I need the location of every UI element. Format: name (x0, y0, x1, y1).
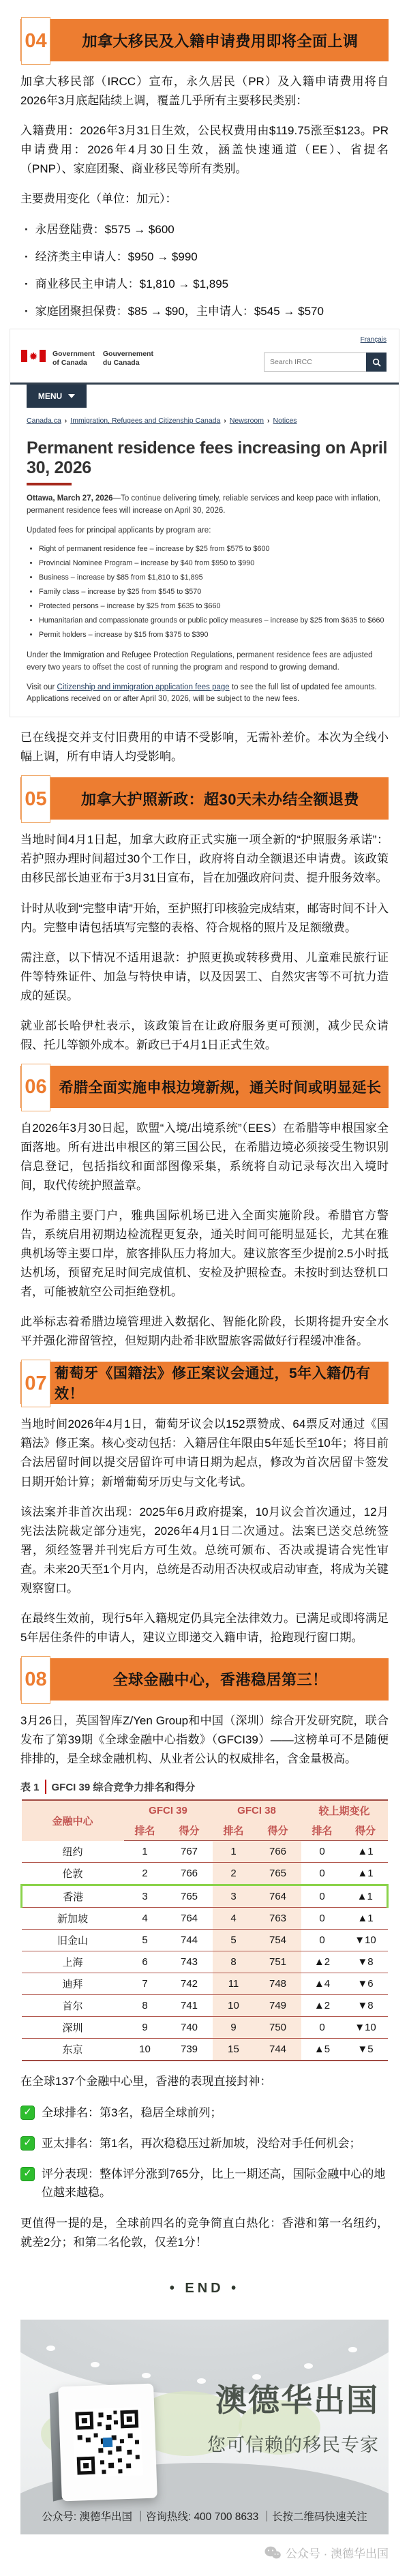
cell-score-change: ▲1 (344, 1907, 388, 1929)
cell-rank-change: 0 (301, 2016, 344, 2038)
cell-city: 新加坡 (22, 1907, 124, 1929)
gc-logo (21, 350, 153, 368)
cell-score39: 764 (166, 1907, 213, 1929)
s08-paragraph-3: 更值得一提的是，全球前四名的竞争简直白热化：香港和第一名纽约，就差2分；和第二名伦敦，仅差1分！ (20, 2217, 389, 2249)
breadcrumb-link[interactable]: Newsroom (229, 417, 264, 425)
breadcrumb-separator: › (224, 417, 226, 425)
cell-score-change: ▲1 (344, 1885, 388, 1907)
section-04-title: 加拿大移民及入籍申请费用即将全面上调 (82, 32, 359, 50)
cell-city: 东京 (22, 2038, 124, 2061)
cell-rank38: 4 (213, 1907, 255, 1929)
cell-rank-change: 0 (301, 1907, 344, 1929)
section-06-title: 希腊全面实施申根边境新规，通关时间或明显延长 (59, 1079, 382, 1096)
cell-rank39: 6 (124, 1951, 166, 1973)
col-header-score: 得分 (166, 1821, 213, 1841)
cell-score38: 766 (255, 1841, 301, 1863)
cell-rank38: 2 (213, 1862, 255, 1885)
cell-score-change: ▼5 (344, 2038, 388, 2061)
cell-score39: 742 (166, 1973, 213, 1994)
gc-search (264, 353, 387, 372)
cell-rank-change: ▲2 (301, 1951, 344, 1973)
gc-fees-page-link[interactable]: Citizenship and immigration application fees page (57, 683, 230, 691)
gc-search-input[interactable] (264, 353, 366, 372)
gc-fee-item: • Family class – increase by $25 from $545 to $570 (39, 585, 388, 599)
brand-tagline: 您可信赖的移民专家 (207, 2435, 379, 2456)
gc-logo-fr-line2: du Canada (102, 359, 140, 368)
cell-rank38: 15 (213, 2038, 255, 2061)
breadcrumb-link[interactable]: Immigration, Refugees and Citizenship Canada (70, 417, 221, 425)
cell-rank38: 8 (213, 1951, 255, 1973)
check-icon: ✓ (20, 2167, 35, 2181)
qr-code-cube (58, 2384, 157, 2503)
gc-visit-pre: Visit our (27, 683, 57, 691)
table-row (22, 2016, 388, 2038)
gc-visit-post: to see the full list of updated fee amounts. Applications received on or after April 30, 2026, will be subject to the new fees. (27, 683, 377, 704)
brand-block (207, 2376, 379, 2457)
qr-code-icon (72, 2408, 142, 2478)
gc-logo-en-line1: Government (52, 350, 95, 359)
cell-city: 伦敦 (22, 1862, 124, 1885)
cell-rank-change: 0 (301, 1841, 344, 1863)
gc-logo-text (52, 350, 153, 368)
col-header-score: 得分 (344, 1821, 388, 1841)
s04-paragraph-1: 加拿大移民部（IRCC）宣布，永久居民（PR）及入籍申请费用将自2026年3月底起陆续上调，覆盖几乎所有主要移民类别： (20, 75, 389, 108)
check-text: 亚太排名：第1名，再次稳稳压过新加坡，没给对手任何机会； (42, 2136, 361, 2150)
cell-score38: 748 (255, 1973, 301, 1994)
cell-rank38: 3 (213, 1885, 255, 1907)
fee-item: · 经济类主申请人：$950 → $990 (25, 247, 389, 264)
cell-score-change: ▼8 (344, 1951, 388, 1973)
cell-score38: 749 (255, 1994, 301, 2016)
cell-city: 迪拜 (22, 1973, 124, 1994)
cell-rank-change: 0 (301, 1885, 344, 1907)
breadcrumb-separator: › (64, 417, 67, 425)
s04-fee-list (20, 220, 389, 318)
cell-rank39: 8 (124, 1994, 166, 2016)
section-07-number: 07 (21, 1360, 50, 1407)
cell-score39: 744 (166, 1929, 213, 1951)
cell-rank39: 9 (124, 2016, 166, 2038)
cell-score38: 763 (255, 1907, 301, 1929)
gc-francais-link[interactable]: Français (360, 336, 387, 344)
cell-score39: 743 (166, 1951, 213, 1973)
gc-logo-en-line2: of Canada (52, 359, 87, 368)
col-header-rank: 排名 (213, 1821, 255, 1841)
wechat-account-label: 公众号 · 澳德华出国 (285, 2547, 389, 2561)
check-item (20, 2103, 389, 2122)
cell-score39: 766 (166, 1862, 213, 1885)
gfci-ranking-table (20, 1799, 389, 2061)
gc-fee-item: • Permit holders – increase by $15 from $375 to $390 (39, 628, 388, 642)
col-group-gfci39: GFCI 39 (124, 1800, 213, 1821)
cell-score-change: ▲1 (344, 1862, 388, 1885)
cell-rank38: 5 (213, 1929, 255, 1951)
check-icon: ✓ (20, 2106, 35, 2120)
table-row (22, 1973, 388, 1994)
gc-screenshot (10, 329, 399, 717)
table-row (22, 2038, 388, 2061)
cell-city: 首尔 (22, 1994, 124, 2016)
chevron-down-icon (68, 394, 75, 398)
s06-paragraph-2: 作为希腊主要门户，雅典国际机场已进入全面实施阶段。希腊官方警告，系统启用初期边检流程更复杂，通关时间可能明显延长，尤其在雅典机场等主要口岸，旅客排队压力将加大。建议旅客至少提前2.5小时抵达机场，预留充足时间完成值机、安检及护照检查。未按时到达登机口者，可能被航空公司拒绝登机。 (20, 1209, 389, 1299)
s05-paragraph-3: 需注意，以下情况不适用退款：护照更换或转移费用、儿童难民旅行证件等特殊证件、加急与特快申请，以及因罢工、自然灾害等不可抗力造成的延误。 (20, 950, 389, 1002)
check-item (20, 2134, 389, 2153)
section-06-number: 06 (21, 1064, 50, 1111)
gc-fee-item: • Right of permanent residence fee – increase by $25 from $575 to $600 (39, 542, 388, 556)
check-icon: ✓ (20, 2136, 35, 2151)
brand-name: 澳德华出国 (215, 2382, 379, 2418)
breadcrumb-link[interactable]: Notices (273, 417, 297, 425)
cell-city: 上海 (22, 1951, 124, 1973)
canada-flag-icon (21, 350, 46, 362)
check-item (20, 2165, 389, 2202)
cell-score39: 741 (166, 1994, 213, 2016)
cell-score-change: ▲1 (344, 1841, 388, 1863)
table-row-hongkong-highlighted (22, 1885, 388, 1907)
gc-dateline-place: Ottawa, March 27, 2026 (27, 494, 113, 503)
section-05-title: 加拿大护照新政：超30天未办结全额退费 (81, 790, 359, 808)
breadcrumb-link[interactable]: Canada.ca (27, 417, 61, 425)
cell-rank39: 7 (124, 1973, 166, 1994)
col-header-score: 得分 (255, 1821, 301, 1841)
cell-rank-change: ▲2 (301, 1994, 344, 2016)
section-05-number: 05 (21, 775, 50, 823)
cell-score39: 739 (166, 2038, 213, 2061)
cell-rank-change: 0 (301, 1929, 344, 1951)
cell-score38: 764 (255, 1885, 301, 1907)
section-07-header (20, 1362, 389, 1404)
col-header-rank: 排名 (301, 1821, 344, 1841)
gc-logo-fr-line1: Gouvernement (102, 350, 153, 359)
s06-paragraph-1: 自2026年3月30日起，欧盟“入境/出境系统”（EES）在希腊等申根国家全面落地。所有进出申根区的第三国公民，在希腊边境必须接受生物识别信息登记，包括指纹和面部图像采集，系统将自动记录每次出入境时间，取代传统护照盖章。 (20, 1121, 389, 1192)
cell-rank38: 11 (213, 1973, 255, 1994)
section-08-header (20, 1658, 389, 1701)
gc-breadcrumb (27, 417, 388, 425)
table-row (22, 1951, 388, 1973)
col-header-center: 金融中心 (22, 1800, 124, 1841)
table-row (22, 1907, 388, 1929)
gc-menu-label: MENU (37, 391, 63, 402)
qr-code[interactable] (58, 2384, 157, 2502)
cell-rank39: 5 (124, 1929, 166, 1951)
section-06-header (20, 1066, 389, 1108)
gc-intro: Updated fees for principal applicants by program are: (27, 526, 211, 535)
section-05-header (20, 777, 389, 820)
cell-score39: 740 (166, 2016, 213, 2038)
s04-paragraph-2: 入籍费用：2026年3月31日生效，公民权费用由$119.75涨至$123。PR申请费用：2026年4月30日生效，涵盖快速通道（EE）、省提名（PNP）、家庭团聚、商业移民等所有类别。 (20, 124, 389, 176)
s07-paragraph-3: 在最终生效前，现行5年入籍规定仍具完全法律效力。已满足或即将满足5年居住条件的申请人，建议立即递交入籍申请，抢跑现行窗口期。 (20, 1611, 389, 1644)
s05-paragraph-4: 就业部长哈伊杜表示，该政策旨在让政府服务更可预测，减少民众请假、托儿等额外成本。新政已于4月1日正式生效。 (20, 1019, 389, 1051)
cell-score-change: ▼10 (344, 2016, 388, 2038)
table-row (22, 1862, 388, 1885)
table-row (22, 1929, 388, 1951)
section-04-header (20, 19, 389, 61)
breadcrumb-separator: › (267, 417, 270, 425)
cell-score39: 765 (166, 1885, 213, 1907)
col-group-change: 较上期变化 (301, 1800, 388, 1821)
cell-city: 纽约 (22, 1841, 124, 1863)
s04-paragraph-3: 主要费用变化（单位：加元）： (20, 192, 177, 206)
wechat-icon (264, 2546, 281, 2560)
cell-rank39: 3 (124, 1885, 166, 1907)
gc-menu-button[interactable] (27, 385, 87, 408)
brand-banner (20, 2320, 389, 2534)
wechat-account-footer (20, 2544, 389, 2561)
gfci-table-caption (20, 1780, 389, 1794)
banner-contact-strip: 公众号: 澳德华出国 ｜咨询热线: 400 700 8633 ｜长按二维码快速关注 (42, 2511, 367, 2523)
gc-fee-item: • Protected persons – increase by $25 from $635 to $660 (39, 599, 388, 614)
cell-rank-change: ▲4 (301, 1973, 344, 1994)
section-08-title: 全球金融中心，香港稳居第三！ (112, 1671, 328, 1689)
cell-score38: 744 (255, 2038, 301, 2061)
s05-paragraph-2: 计时从收到“完整申请”开始，至护照打印核验完成结束，邮寄时间不计入内。完整申请包括填写完整的表格、符合规格的照片及足额缴费。 (20, 901, 389, 934)
gc-dateline (27, 493, 388, 518)
s08-paragraph-2: 在全球137个金融中心里，香港的表现直接封神： (20, 2074, 272, 2088)
gc-dateline-text: —To continue delivering timely, reliable services and keep pace with inflation, permanent residence fees will increase on April 30, 2026. (27, 494, 380, 515)
check-text: 评分表现：整体评分涨到765分，比上一期还高，国际金融中心的地位越来越稳。 (42, 2167, 386, 2200)
table-row (22, 1994, 388, 2016)
cell-city: 深圳 (22, 2016, 124, 2038)
gc-regulations-paragraph: Under the Immigration and Refugee Protection Regulations, permanent residence fees are adjusted every two years to offset the cost of running the program and respond to growing demand. (27, 651, 373, 672)
gc-page-title: Permanent residence fees increasing on April 30, 2026 (27, 438, 388, 485)
check-text: 全球排名：第3名，稳居全球前列； (42, 2106, 222, 2119)
col-group-gfci38: GFCI 38 (213, 1800, 301, 1821)
cell-score-change: ▼8 (344, 1994, 388, 2016)
gc-header (21, 336, 388, 380)
s04-paragraph-after: 已在线提交并支付旧费用的申请不受影响，无需补差价。本次为全线小幅上调，所有申请人均受影响。 (20, 731, 389, 764)
table-row (22, 1841, 388, 1863)
gc-fee-list (39, 542, 388, 642)
gc-search-button[interactable] (366, 353, 387, 372)
gc-fee-item: • Provincial Nominee Program – increase by $40 from $950 to $990 (39, 556, 388, 571)
cell-rank39: 4 (124, 1907, 166, 1929)
s08-paragraph-1: 3月26日，英国智库Z/Yen Group和中国（深圳）综合开发研究院，联合发布了第39期《全球金融中心指数》（GFCI39）——这榜单可不是随便排排的，是全球金融机构、从业者公认的权威排名，含金量极高。 (20, 1713, 389, 1765)
cell-rank-change: 0 (301, 1862, 344, 1885)
cell-rank39: 2 (124, 1862, 166, 1885)
fee-item: · 永居登陆费：$575 → $600 (25, 220, 389, 237)
section-08-number: 08 (21, 1656, 50, 1704)
cell-score-change: ▼6 (344, 1973, 388, 1994)
cell-city: 旧金山 (22, 1929, 124, 1951)
s05-paragraph-1: 当地时间4月1日起，加拿大政府正式实施一项全新的“护照服务承诺”：若护照办理时间超过30个工作日，政府将自动全额退还申请费。该政策由移民部长迪亚布于3月31日宣布，旨在加强政府问责、提升服务效率。 (20, 833, 389, 885)
search-icon (372, 358, 381, 367)
gc-fee-item: • Humanitarian and compassionate grounds or public policy measures – increase by $25 from $635 to $660 (39, 614, 388, 628)
cell-rank38: 1 (213, 1841, 255, 1863)
table-caption-label: 表 1 (20, 1782, 40, 1794)
cell-score-change: ▼10 (344, 1929, 388, 1951)
s07-paragraph-1: 当地时间2026年4月1日，葡萄牙议会以152票赞成、64票反对通过《国籍法》修正案。核心变动包括：入籍居住年限由5年延长至10年；将目前合法居留时间以提交居留许可申请日期为起点，修改为首次居留卡签发日期开始计算；新增葡萄牙历史与文化考试。 (20, 1418, 389, 1488)
cell-score38: 765 (255, 1862, 301, 1885)
fee-item: · 家庭团聚担保费：$85 → $90，主申请人：$545 → $570 (25, 301, 389, 318)
s06-paragraph-3: 此举标志着希腊边境管理进入数据化、智能化阶段，长期将提升安全水平并强化滞留管控，但短期内赴希非欧盟旅客需做好行程缓冲准备。 (20, 1315, 389, 1348)
cell-score38: 751 (255, 1951, 301, 1973)
col-header-rank: 排名 (124, 1821, 166, 1841)
gc-fee-item: • Business – increase by $85 from $1,810 to $1,895 (39, 571, 388, 585)
cell-rank-change: ▲5 (301, 2038, 344, 2061)
cell-rank38: 10 (213, 1994, 255, 2016)
cell-score38: 750 (255, 2016, 301, 2038)
cell-rank38: 9 (213, 2016, 255, 2038)
gc-visit-paragraph (27, 682, 388, 706)
cell-score39: 767 (166, 1841, 213, 1863)
cell-rank39: 10 (124, 2038, 166, 2061)
cell-score38: 754 (255, 1929, 301, 1951)
end-marker: • END • (169, 2281, 240, 2296)
table-caption-text: GFCI 39 综合竞争力排名和得分 (45, 1780, 196, 1794)
cell-rank39: 1 (124, 1841, 166, 1863)
section-04-number: 04 (21, 17, 50, 65)
section-07-title: 葡萄牙《国籍法》修正案议会通过，5年入籍仍有效！ (55, 1366, 371, 1403)
fee-item: · 商业移民主申请人：$1,810 → $1,895 (25, 274, 389, 291)
s07-paragraph-2: 该法案并非首次出现：2025年6月政府提案，10月议会首次通过，12月宪法法院裁定部分违宪，2026年4月1日二次通过。法案已送交总统签署，须经签署并刊宪后方可生效。总统可颁布、否决或提请合宪性审查。未来20天至1个月内，总统是否动用否决权或启动审查，将成为关键观察窗口。 (20, 1505, 389, 1595)
cell-city: 香港 (22, 1885, 124, 1907)
